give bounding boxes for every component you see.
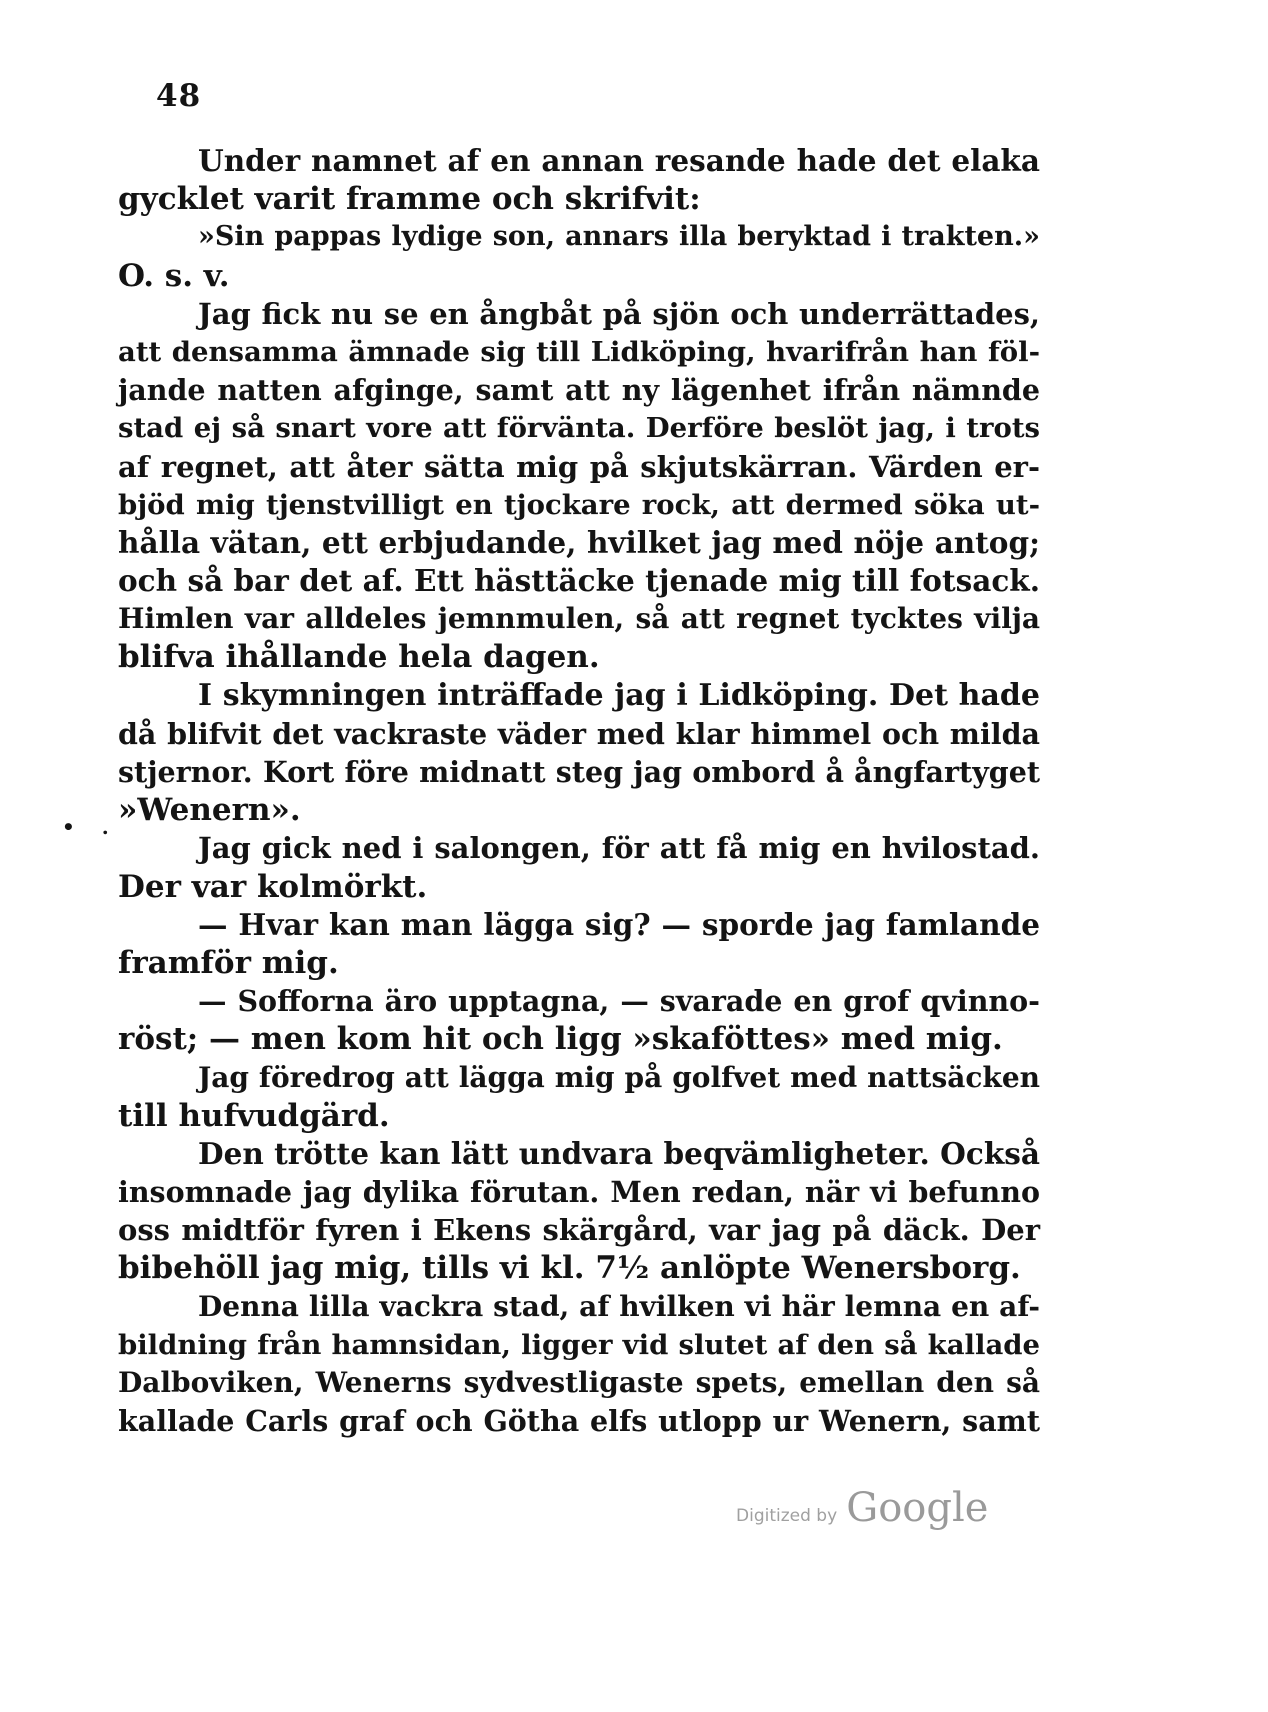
text-line: röst; — men kom hit och ligg »skaföttes» med mig. <box>118 1021 1003 1058</box>
text-line: insomnade jag dylika förutan. Men redan, när vi befunno <box>118 1175 1040 1210</box>
digitized-label: Digitized by <box>736 1506 838 1526</box>
text-line: I skymningen inträffade jag i Lidköping. Det hade <box>198 677 1040 713</box>
text-line: kallade Carls graf och Götha elfs utlopp ur Wenern, samt <box>118 1404 1040 1439</box>
text-line: Jag fick nu se en ångbåt på sjön och underrättades, <box>198 296 1040 331</box>
text-line: gycklet varit framme och skrifvit: <box>118 181 701 218</box>
text-line: oss midtför fyren i Ekens skärgård, var jag på däck. Der <box>118 1213 1040 1248</box>
text-line: och så bar det af. Ett hästtäcke tjenade mig till fotsack. <box>118 563 1040 599</box>
text-line: stad ej så snart vore att förvänta. Derföre beslöt jag, i trots <box>118 412 1040 445</box>
text-line: Jag gick ned i salongen, för att få mig en hvilostad. <box>198 831 1040 866</box>
text-line: »Wenern». <box>118 792 301 829</box>
text-line: då blifvit det vackraste väder med klar himmel och milda <box>118 716 1040 751</box>
digitized-watermark <box>736 1485 988 1531</box>
text-line: O. s. v. <box>118 257 230 294</box>
text-line: bibehöll jag mig, tills vi kl. 7½ anlöpte Wenersborg. <box>118 1250 1021 1287</box>
body-text <box>118 142 1040 1440</box>
text-line: af regnet, att åter sätta mig på skjutskärran. Värden er- <box>118 449 1040 484</box>
text-line: hålla vätan, ett erbjudande, hvilket jag med nöje antog; <box>118 524 1040 560</box>
text-line: stjernor. Kort före midnatt steg jag ombord å ångfartyget <box>118 755 1040 789</box>
text-line: Jag föredrog att lägga mig på golfvet med nattsäcken <box>198 1060 1040 1094</box>
margin-marks: • . <box>62 815 119 839</box>
text-line: jande natten afginge, samt att ny lägenhet ifrån nämnde <box>118 373 1040 408</box>
text-line: »Sin pappas lydige son, annars illa beryktad i trakten.» <box>198 221 1040 253</box>
text-line: Himlen var alldeles jemnmulen, så att regnet tycktes vilja <box>118 602 1040 636</box>
text-line: bildning från hamnsidan, ligger vid slutet af den så kallade <box>118 1328 1040 1361</box>
text-line: att densamma ämnade sig till Lidköping, hvarifrån han föl- <box>118 335 1040 368</box>
text-line: blifva ihållande hela dagen. <box>118 639 600 676</box>
text-line: — Sofforna äro upptagna, — svarade en grof qvinno- <box>198 984 1040 1019</box>
text-line: Dalboviken, Wenerns sydvestligaste spets, emellan den så <box>118 1366 1040 1399</box>
text-line: Under namnet af en annan resande hade det elaka <box>198 143 1040 178</box>
text-line: Denna lilla vackra stad, af hvilken vi här lemna en af- <box>198 1289 1040 1323</box>
text-line: Der var kolmörkt. <box>118 868 428 905</box>
text-line: bjöd mig tjenstvilligt en tjockare rock, att dermed söka ut- <box>118 488 1040 521</box>
page-number: 48 <box>156 78 202 114</box>
google-logo: Google <box>846 1485 989 1531</box>
text-line: framför mig. <box>118 944 339 981</box>
text-line: — Hvar kan man lägga sig? — sporde jag famlande <box>198 906 1040 942</box>
text-line: till hufvudgärd. <box>118 1097 390 1134</box>
text-line: Den trötte kan lätt undvara beqvämligheter. Också <box>198 1135 1040 1171</box>
